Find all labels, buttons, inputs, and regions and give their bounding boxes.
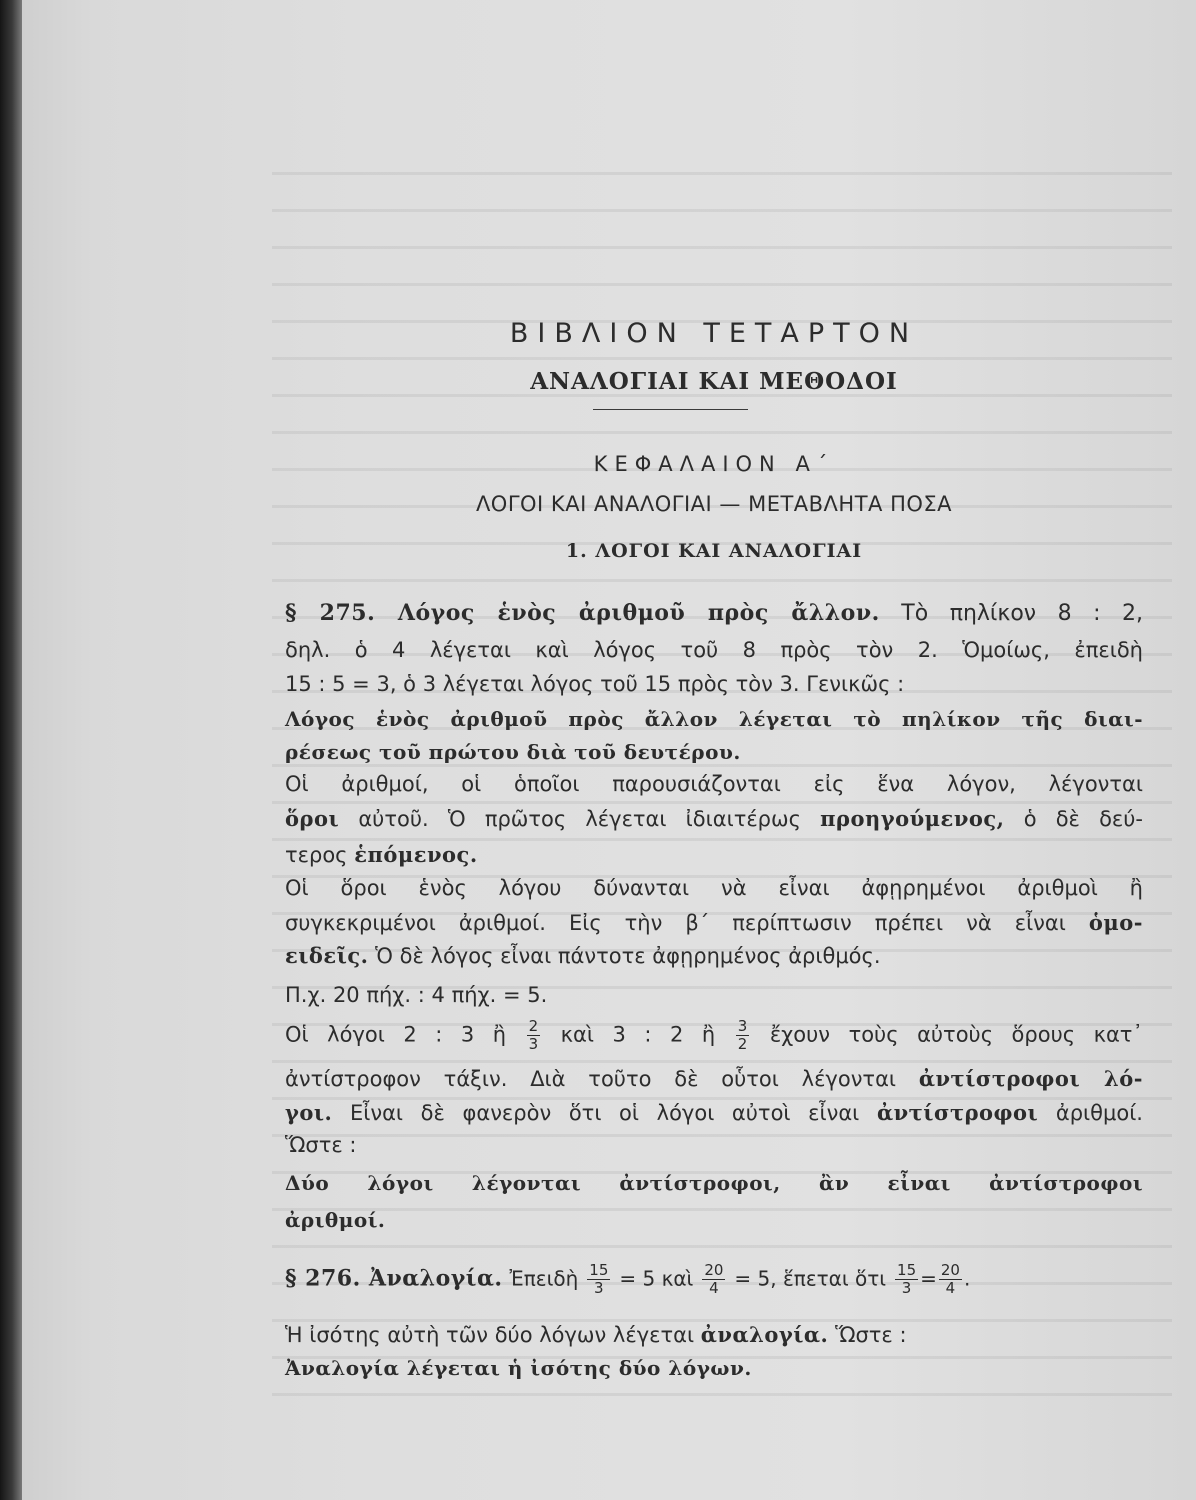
reverse-line-3	[285, 1100, 1143, 1125]
p276-text-c: = 5, ἕπεται ὅτι	[734, 1266, 887, 1291]
frac-den: 4	[945, 1279, 956, 1297]
frac-den: 3	[901, 1279, 912, 1297]
p276-text-a: Ἐπειδὴ	[509, 1266, 579, 1291]
rev3-text: Εἶναι δὲ φανερὸν ὅτι οἱ λόγοι αὐτοὶ εἶναι	[349, 1101, 860, 1125]
p276-l2-text: Ἡ ἰσότης αὐτὴ τῶν δύο λόγων λέγεται	[285, 1323, 695, 1347]
definition-analogia: Ἀναλογία λέγεται ἡ ἰσότης δύο λόγων.	[285, 1356, 752, 1380]
definition-ratio-1: Λόγος ἑνὸς ἀριθμοῦ πρὸς ἄλλον λέγεται τὸ πηλίκον τῆς διαι-	[285, 707, 1143, 731]
terms-line-3	[285, 842, 1143, 867]
frac-num: 20	[704, 1261, 724, 1279]
abstract-line-1: Οἱ ὅροι ἑνὸς λόγου δύνανται νὰ εἶναι ἀφῃρημένοι ἀριθμοὶ ἢ	[285, 876, 1143, 900]
p275-title: § 275. Λόγος ἑνὸς ἀριθμοῦ πρὸς ἄλλον.	[285, 600, 880, 626]
p276-line-2	[285, 1322, 1143, 1347]
frac-num: 2	[528, 1017, 539, 1035]
terms-text: αὐτοῦ. Ὁ πρῶτος λέγεται ἰδιαιτέρως	[358, 807, 801, 831]
book-title: ΒΙΒΛΙΟΝ ΤΕΤΑΡΤΟΝ	[509, 318, 919, 349]
chapter-label: ΚΕΦΑΛΑΙΟΝ Α΄	[593, 452, 835, 476]
frac-num: 20	[940, 1261, 960, 1279]
reverse-line-1	[285, 1018, 1143, 1053]
fraction-2-3	[527, 1018, 541, 1053]
term-epomenos: ἑπόμενος.	[354, 842, 478, 867]
main-title: ΑΝΑΛΟΓΙΑΙ ΚΑΙ ΜΕΘΟΔΟΙ	[530, 368, 898, 395]
rev1-text-a: Οἱ λόγοι 2 : 3 ἢ	[285, 1022, 507, 1047]
frac-den: 3	[594, 1279, 604, 1297]
section-heading: 1. ΛΟΓΟΙ ΚΑΙ ΑΝΑΛΟΓΙΑΙ	[565, 540, 863, 562]
term-antistrofoi-1: ἀντίστροφοι λό-	[918, 1066, 1143, 1091]
term-omoeideis-1: ὁμο-	[1088, 910, 1143, 935]
period: .	[963, 1266, 971, 1291]
p276-text-b: = 5 καὶ	[619, 1266, 694, 1291]
terms-line-1: Οἱ ἀριθμοί, οἱ ὁποῖοι παρουσιάζονται εἰς ἕνα λόγον, λέγονται	[285, 772, 1143, 796]
frac-den: 3	[528, 1035, 539, 1053]
abstract-line-2	[285, 910, 1143, 935]
p276-title: § 276. Ἀναλογία.	[285, 1265, 503, 1292]
rev1-text-b: καὶ 3 : 2 ἢ	[560, 1022, 716, 1047]
term-proigoumenos: προηγούμενος,	[820, 806, 1005, 831]
equals-sign: =	[920, 1266, 937, 1291]
abs3-text: Ὁ δὲ λόγος εἶναι πάντοτε ἀφῃρημένος ἀριθμός.	[375, 944, 881, 968]
fraction-15-3-b	[895, 1262, 918, 1297]
frac-den: 2	[737, 1035, 748, 1053]
chapter-title: ΛΟΓΟΙ ΚΑΙ ΑΝΑΛΟΓΙΑΙ — ΜΕΤΑΒΛΗΤΑ ΠΟΣΑ	[475, 492, 953, 516]
terms-line-2	[285, 806, 1143, 831]
reverse-line-4: Ὥστε :	[285, 1133, 357, 1157]
definition-reverse-1: Δύο λόγοι λέγονται ἀντίστροφοι, ἂν εἶναι ἀντίστροφοι	[285, 1171, 1143, 1195]
fraction-3-2	[736, 1018, 750, 1053]
term-antistrofoi-2: γοι.	[285, 1100, 333, 1125]
frac-num: 15	[897, 1261, 917, 1279]
p275-line-2: δηλ. ὁ 4 λέγεται καὶ λόγος τοῦ 8 πρὸς τὸν 2. Ὁμοίως, ἐπειδὴ	[285, 638, 1143, 662]
definition-ratio-2: ρέσεως τοῦ πρώτου διὰ τοῦ δευτέρου.	[285, 740, 741, 764]
fraction-20-4-b	[939, 1262, 962, 1297]
term-antistrofoi-3: ἀντίστροφοι	[876, 1100, 1039, 1125]
abs2-text: συγκεκριμένοι ἀριθμοί. Εἰς τὴν β΄ περίπτωσιν πρέπει νὰ εἶναι	[285, 911, 1066, 935]
abstract-line-3	[285, 943, 1143, 968]
example-line: Π.χ. 20 πήχ. : 4 πήχ. = 5.	[285, 983, 548, 1007]
fraction-20-4	[702, 1262, 725, 1297]
term-oroi: ὅροι	[285, 806, 340, 831]
frac-den: 4	[709, 1279, 719, 1297]
term-analogia: ἀναλογία.	[700, 1322, 829, 1347]
p275-line-3: 15 : 5 = 3, ὁ 3 λέγεται λόγος τοῦ 15 πρὸς τὸν 3. Γενικῶς :	[285, 672, 905, 696]
frac-num: 15	[589, 1261, 609, 1279]
reverse-line-2	[285, 1066, 1143, 1091]
p276-l2-end: Ὥστε :	[835, 1323, 907, 1347]
p275-text: Τὸ πηλίκον 8 : 2,	[901, 601, 1143, 626]
rev1-text-c: ἔχουν τοὺς αὐτοὺς ὅρους κατ᾽	[769, 1022, 1143, 1047]
frac-num: 3	[737, 1017, 748, 1035]
book-spine-shadow	[0, 0, 22, 1500]
terms-text-end: ὁ δὲ δεύ-	[1023, 807, 1144, 831]
terms3-text: τερος	[285, 843, 348, 867]
p275-line-1	[285, 600, 1143, 626]
rev2-text: ἀντίστροφον τάξιν. Διὰ τοῦτο δὲ οὗτοι λέγονται	[285, 1067, 897, 1091]
definition-reverse-2: ἀριθμοί.	[285, 1208, 386, 1232]
fraction-15-3	[587, 1262, 610, 1297]
p276-line-1	[285, 1262, 1143, 1297]
term-omoeideis-2: ειδεῖς.	[285, 943, 369, 968]
title-rule	[593, 409, 748, 410]
rev3-text-end: ἀριθμοί.	[1055, 1101, 1143, 1125]
